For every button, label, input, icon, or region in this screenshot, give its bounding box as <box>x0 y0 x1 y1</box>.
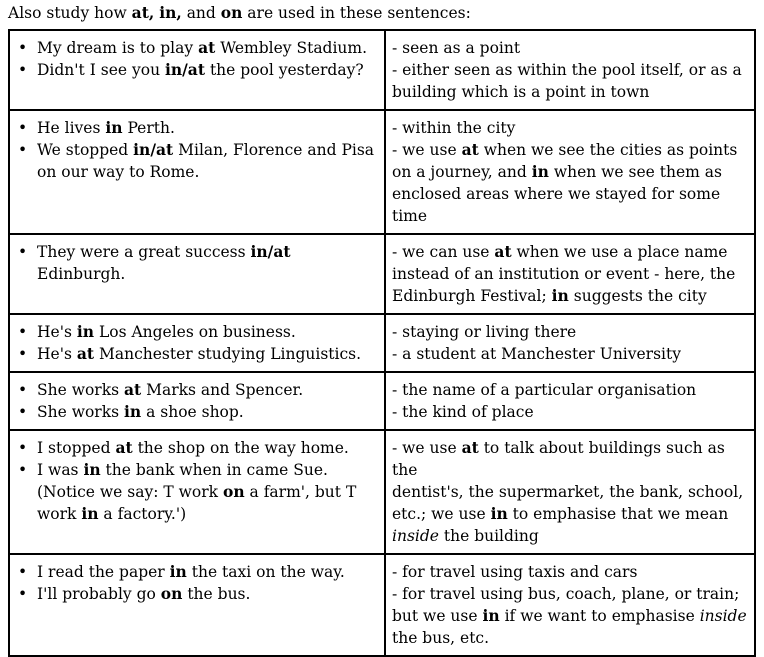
list-item <box>16 379 378 401</box>
preposition-keyword: at <box>115 438 133 457</box>
explanation-line: dentist's, the supermarket, the bank, school, <box>392 483 744 501</box>
table-row <box>9 372 755 430</box>
sentence-text: the pool yesterday? <box>205 61 364 79</box>
sentence-text: the bank when in came Sue. <box>100 461 328 479</box>
explanation-line: - a student at Manchester University <box>392 345 681 363</box>
explanation-cell <box>385 430 755 554</box>
bullet-icon: • <box>18 243 28 261</box>
example-list <box>16 321 378 365</box>
sentence-text: the bus. <box>182 585 251 603</box>
sentence-text: They were a great success <box>37 243 251 261</box>
explanation-line: enclosed areas where we stayed for some time <box>392 185 721 225</box>
explanation-line: the bus, etc. <box>392 629 490 647</box>
table-row <box>9 554 755 656</box>
explanation-line: inside the building <box>392 527 539 545</box>
bullet-icon: • <box>18 323 28 341</box>
explanation-line: - we can use at when we use a place name <box>392 242 728 261</box>
example-list <box>16 37 378 81</box>
explanation-cell <box>385 314 755 372</box>
example-sentences-cell <box>9 110 385 234</box>
example-sentences-cell <box>9 314 385 372</box>
bullet-icon: • <box>18 563 28 581</box>
list-item <box>16 459 378 481</box>
explanation-line: etc.; we use in to emphasise that we mean <box>392 504 729 523</box>
sentence-text: Los Angeles on business. <box>94 323 296 341</box>
explanation-line: - we use at when we see the cities as points <box>392 140 738 159</box>
sentence-text: He lives <box>37 119 106 137</box>
explanation-line: - seen as a point <box>392 39 521 57</box>
sentence-text: She works <box>37 403 124 421</box>
preposition-keyword: at <box>198 38 216 57</box>
list-item <box>16 241 378 285</box>
sentence-text: My dream is to play <box>37 39 199 57</box>
intro-on: on <box>220 3 243 22</box>
preposition-keyword: in <box>169 562 187 581</box>
intro-in: in, <box>159 3 182 22</box>
sentence-text: a farm', but T work <box>37 483 357 523</box>
bullet-icon: • <box>18 119 28 137</box>
bullet-icon: • <box>18 439 28 457</box>
list-item <box>16 59 378 81</box>
sentence-text: Edinburgh. <box>37 265 126 283</box>
example-sentences-cell <box>9 554 385 656</box>
example-list <box>16 561 378 605</box>
explanation-line: - within the city <box>392 119 516 137</box>
sentence-text: Wembley Stadium. <box>215 39 368 57</box>
sentence-text: the taxi on the way. <box>186 563 345 581</box>
explanation-line: - the name of a particular organisation <box>392 381 697 399</box>
example-sentences-cell <box>9 234 385 314</box>
preposition-keyword: in/at <box>164 60 206 79</box>
preposition-keyword: in/at <box>133 140 174 159</box>
sentence-text: I stopped <box>37 439 116 457</box>
intro-suffix: are used in these sentences: <box>242 4 471 22</box>
sentence-text: the shop on the way home. <box>132 439 349 457</box>
example-list <box>16 117 378 183</box>
bullet-icon: • <box>18 403 28 421</box>
preposition-keyword: in <box>76 322 95 341</box>
sentence-text: Didn't I see you <box>37 61 165 79</box>
sentence-text: He's <box>37 345 77 363</box>
explanation-cell <box>385 30 755 110</box>
table-row <box>9 30 755 110</box>
preposition-keyword: on <box>160 584 183 603</box>
list-item <box>16 321 378 343</box>
explanation-line: - staying or living there <box>392 323 577 341</box>
example-sentences-cell <box>9 30 385 110</box>
sentence-text: a shoe shop. <box>141 403 244 421</box>
table-row <box>9 110 755 234</box>
prepositions-table <box>8 29 756 657</box>
bullet-icon: • <box>18 381 28 399</box>
list-item <box>16 139 378 183</box>
explanation-cell <box>385 372 755 430</box>
example-sentences-cell <box>9 372 385 430</box>
table-body <box>9 30 755 656</box>
explanation-line: but we use in if we want to emphasise inside <box>392 606 747 625</box>
sentence-text: (Notice we say: T work <box>37 483 223 501</box>
sentence-text: Milan, Florence and Pisa on our way to Rome. <box>37 141 375 181</box>
table-row <box>9 430 755 554</box>
list-item <box>16 561 378 583</box>
preposition-keyword: in <box>83 460 101 479</box>
example-list <box>16 437 378 481</box>
bullet-icon: • <box>18 141 28 159</box>
intro-at: at, <box>131 3 155 22</box>
explanation-line: Edinburgh Festival; in suggests the city <box>392 286 707 305</box>
bullet-icon: • <box>18 39 28 57</box>
bullet-icon: • <box>18 585 28 603</box>
preposition-keyword: in <box>81 504 99 523</box>
bullet-icon: • <box>18 61 28 79</box>
sentence-text: I was <box>37 461 84 479</box>
table-row <box>9 234 755 314</box>
explanation-line: instead of an institution or event - here, the <box>392 265 736 283</box>
explanation-line: - we use at to talk about buildings such as the <box>392 438 725 479</box>
bullet-icon: • <box>18 345 28 363</box>
preposition-keyword: in <box>123 402 142 421</box>
explanation-line: building which is a point in town <box>392 83 650 101</box>
preposition-keyword: in <box>105 118 123 137</box>
preposition-keyword: at <box>123 380 142 399</box>
usage-note <box>16 481 378 525</box>
list-item <box>16 401 378 423</box>
list-item <box>16 117 378 139</box>
sentence-text: Perth. <box>122 119 175 137</box>
intro-line <box>8 2 471 24</box>
sentence-text: a factory.') <box>98 505 187 523</box>
sentence-text: I'll probably go <box>37 585 161 603</box>
example-sentences-cell <box>9 430 385 554</box>
explanation-line: - the kind of place <box>392 403 534 421</box>
intro-mid: and <box>181 4 221 22</box>
sentence-text: She works <box>37 381 124 399</box>
explanation-cell <box>385 554 755 656</box>
sentence-text: Manchester studying Linguistics. <box>94 345 362 363</box>
bullet-icon: • <box>18 461 28 479</box>
explanation-line: on a journey, and in when we see them as <box>392 162 722 181</box>
explanation-line: - either seen as within the pool itself, or as a <box>392 61 742 79</box>
preposition-keyword: at <box>76 344 95 363</box>
example-list <box>16 379 378 423</box>
preposition-keyword: in/at <box>250 242 291 261</box>
list-item <box>16 343 378 365</box>
list-item <box>16 583 378 605</box>
explanation-line: - for travel using taxis and cars <box>392 563 638 581</box>
intro-prefix: Also study how <box>8 4 132 22</box>
sentence-text: I read the paper <box>37 563 170 581</box>
sentence-text: He's <box>37 323 77 341</box>
sentence-text: We stopped <box>37 141 134 159</box>
explanation-cell <box>385 110 755 234</box>
preposition-keyword: on <box>222 482 245 501</box>
table-row <box>9 314 755 372</box>
sentence-text: Marks and Spencer. <box>141 381 304 399</box>
explanation-line: - for travel using bus, coach, plane, or train; <box>392 585 740 603</box>
explanation-cell <box>385 234 755 314</box>
list-item <box>16 37 378 59</box>
list-item <box>16 437 378 459</box>
example-list <box>16 241 378 285</box>
